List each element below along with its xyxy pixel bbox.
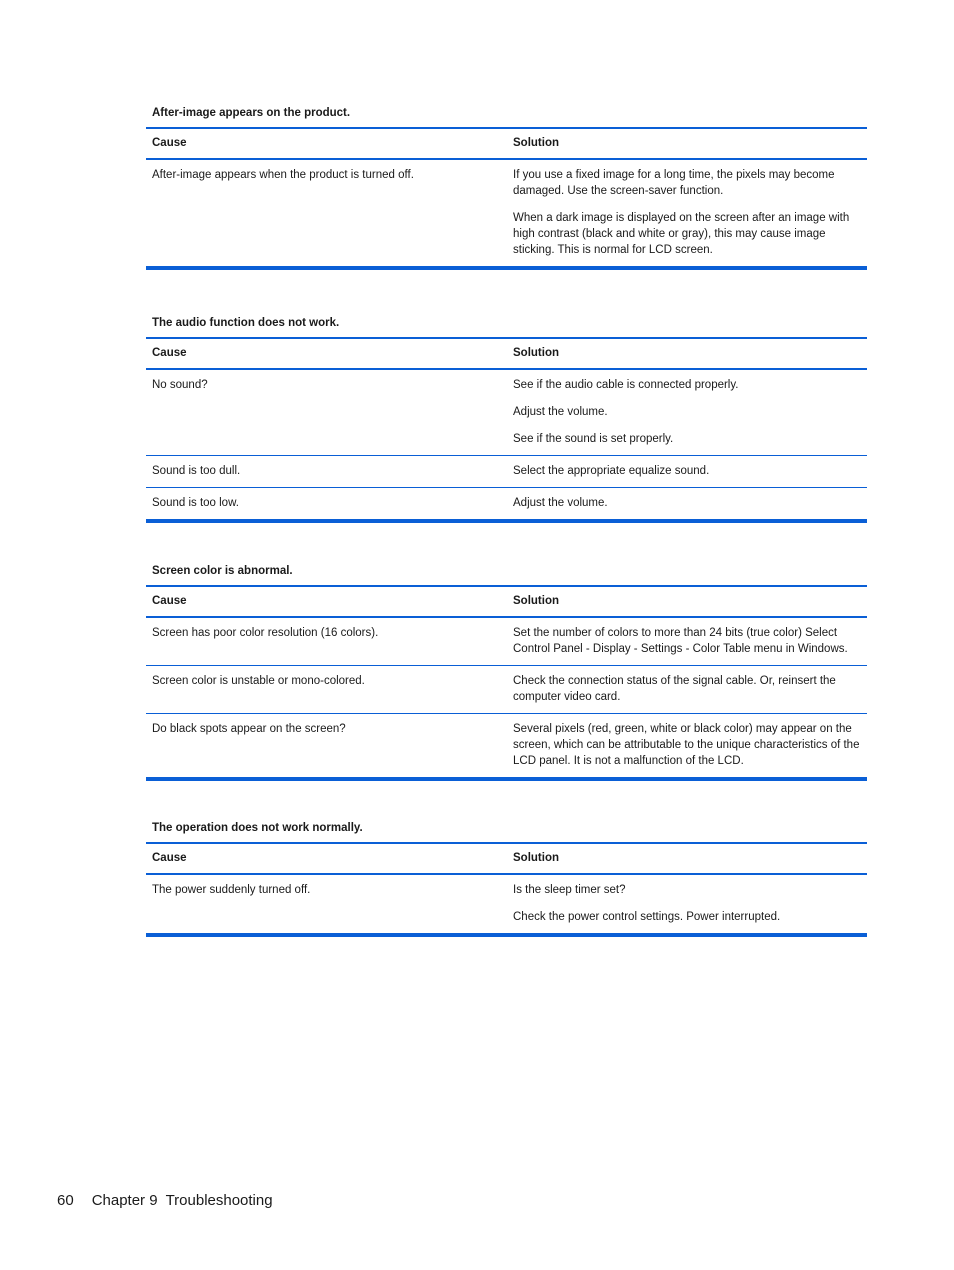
solution-cell	[507, 714, 867, 780]
solution-header: Solution	[507, 338, 867, 369]
solution-text: See if the audio cable is connected properly.	[513, 379, 739, 391]
solution-text: Set the number of colors to more than 24 bits (true color) Select Control Panel - Display - Settings - Color Table menu in Windows.	[513, 627, 848, 655]
solution-text: Check the power control settings. Power interrupted.	[513, 911, 781, 923]
section-title: The audio function does not work.	[152, 317, 340, 329]
solution-cell	[507, 369, 867, 456]
troubleshooting-table	[146, 127, 867, 270]
cause-header: Cause	[146, 586, 507, 617]
troubleshooting-table	[146, 842, 867, 937]
solution-cell	[507, 617, 867, 666]
solution-cell	[507, 874, 867, 935]
table-header-row	[146, 843, 867, 874]
table-row	[146, 666, 867, 714]
page-footer	[57, 1190, 273, 1212]
section-audio	[146, 315, 867, 523]
cause-cell: The power suddenly turned off.	[152, 884, 311, 896]
section-after-image	[146, 105, 867, 270]
solution-text: If you use a fixed image for a long time, the pixels may become damaged. Use the screen-saver function.	[513, 169, 835, 197]
section-screen-color	[146, 563, 867, 781]
table-header-row	[146, 586, 867, 617]
cause-cell: Sound is too low.	[146, 488, 507, 522]
section-title: After-image appears on the product.	[152, 107, 351, 119]
solution-cell	[507, 488, 867, 522]
solution-text: Select the appropriate equalize sound.	[513, 465, 710, 477]
section-operation	[146, 820, 867, 937]
table-row	[146, 488, 867, 522]
table-row	[146, 714, 867, 780]
solution-cell	[507, 159, 867, 268]
cause-cell: No sound?	[152, 379, 208, 391]
chapter-title: Troubleshooting	[165, 1192, 273, 1209]
solution-header: Solution	[507, 843, 867, 874]
solution-header: Solution	[507, 128, 867, 159]
cause-cell: Screen color is unstable or mono-colored.	[146, 666, 507, 714]
solution-text: Is the sleep timer set?	[513, 884, 626, 896]
page-number: 60	[57, 1192, 74, 1209]
solution-text: See if the sound is set properly.	[513, 433, 674, 445]
troubleshooting-table	[146, 337, 867, 523]
solution-cell	[507, 456, 867, 488]
table-row	[146, 159, 867, 268]
table-row	[146, 456, 867, 488]
cause-header: Cause	[146, 338, 507, 369]
cause-cell: Do black spots appear on the screen?	[146, 714, 507, 780]
solution-text: Several pixels (red, green, white or black color) may appear on the screen, which can be attributable to the unique characteristics of the LCD panel. It is not a malfunction of the LCD.	[513, 723, 860, 767]
section-title: The operation does not work normally.	[152, 822, 363, 834]
solution-text: Adjust the volume.	[513, 497, 608, 509]
table-row	[146, 369, 867, 456]
table-row	[146, 874, 867, 935]
cause-header: Cause	[146, 128, 507, 159]
solution-text: Adjust the volume.	[513, 406, 608, 418]
table-header-row	[146, 128, 867, 159]
chapter-label: Chapter 9	[91, 1192, 158, 1209]
cause-cell: After-image appears when the product is turned off.	[152, 169, 414, 181]
troubleshooting-table	[146, 585, 867, 781]
solution-text: When a dark image is displayed on the screen after an image with high contrast (black and white or gray), this may cause image sticking. This is normal for LCD screen.	[513, 212, 850, 256]
table-row	[146, 617, 867, 666]
solution-cell	[507, 666, 867, 714]
cause-cell: Screen has poor color resolution (16 colors).	[152, 627, 379, 639]
table-header-row	[146, 338, 867, 369]
section-title: Screen color is abnormal.	[152, 565, 293, 577]
solution-header: Solution	[507, 586, 867, 617]
cause-cell: Sound is too dull.	[146, 456, 507, 488]
solution-text: Check the connection status of the signal cable. Or, reinsert the computer video card.	[513, 675, 836, 703]
cause-header: Cause	[146, 843, 507, 874]
